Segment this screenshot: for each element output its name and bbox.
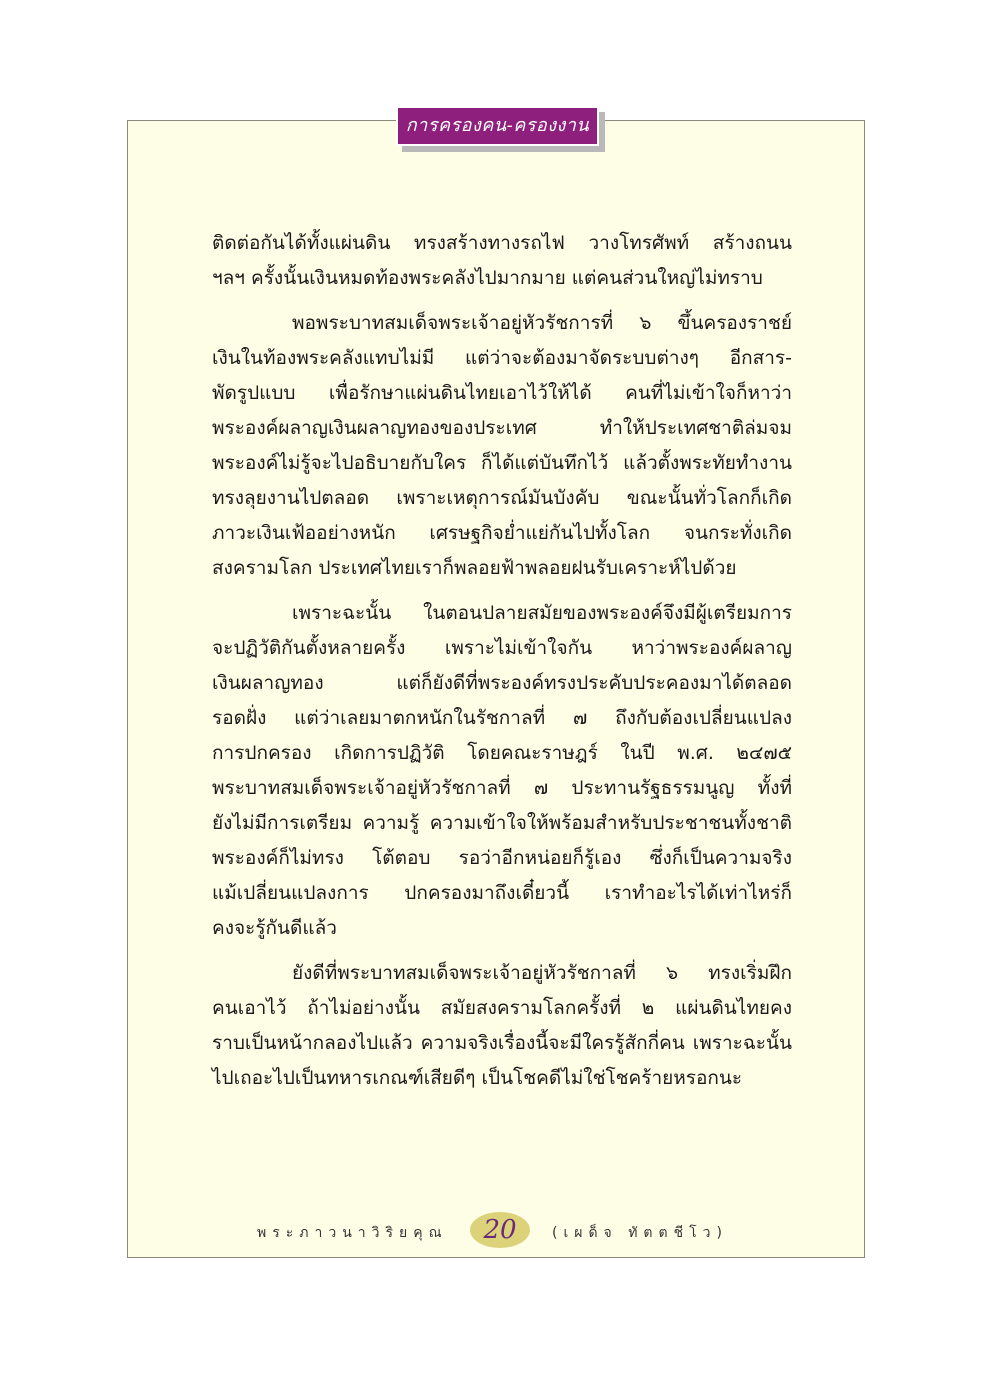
text-line: แม้เปลี่ยนแปลงการ ปกครองมาถึงเดี๋ยวนี้ เราทำอะไรได้เท่าไหร่ก็: [212, 882, 792, 904]
text-line: การปกครอง เกิดการปฏิวัติ โดยคณะราษฎร์ ในปี พ.ศ. ๒๔๗๕: [212, 742, 792, 764]
text-line: ราบเป็นหน้ากลองไปแล้ว ความจริงเรื่องนี้จะมีใครรู้สักกี่คน เพราะฉะนั้น: [212, 1032, 792, 1054]
text-line: รอดฝั่ง แต่ว่าเลยมาตกหนักในรัชกาลที่ ๗ ถึงกับต้องเปลี่ยนแปลง: [212, 707, 792, 729]
text-line: พัดรูปแบบ เพื่อรักษาแผ่นดินไทยเอาไว้ให้ได้ คนที่ไม่เข้าใจก็หาว่า: [212, 382, 792, 404]
text-line: จะปฏิวัติกันตั้งหลายครั้ง เพราะไม่เข้าใจกัน หาว่าพระองค์ผลาญ: [212, 637, 792, 659]
text-line: ยังไม่มีการเตรียม ความรู้ ความเข้าใจให้พร้อมสำหรับประชาชนทั้งชาติ: [212, 812, 792, 834]
text-line: ฯลฯ ครั้งนั้นเงินหมดท้องพระคลังไปมากมาย แต่คนส่วนใหญ่ไม่ทราบ: [212, 267, 763, 289]
text-line: ทรงลุยงานไปตลอด เพราะเหตุการณ์มันบังคับ ขณะนั้นทั่วโลกก็เกิด: [212, 487, 792, 509]
text-line: เพราะฉะนั้น ในตอนปลายสมัยของพระองค์จึงมีผู้เตรียมการ: [292, 602, 792, 624]
text-line: ติดต่อกันได้ทั้งแผ่นดิน ทรงสร้างทางรถไฟ วางโทรศัพท์ สร้างถนน: [212, 232, 792, 254]
text-line: พระองค์ผลาญเงินผลาญทองของประเทศ ทำให้ประเทศชาติล่มจม: [212, 417, 792, 439]
paragraph: [212, 956, 792, 1096]
body-text: [212, 226, 792, 1106]
paragraph: [212, 596, 792, 946]
paragraph: [212, 226, 792, 296]
text-line: คนเอาไว้ ถ้าไม่อย่างนั้น สมัยสงครามโลกครั้งที่ ๒ แผ่นดินไทยคง: [212, 997, 792, 1019]
text-line: คงจะรู้กันดีแล้ว: [212, 917, 337, 939]
text-line: สงครามโลก ประเทศไทยเราก็พลอยฟ้าพลอยฝนรับเคราะห์ไปด้วย: [212, 557, 737, 579]
footer-author: พระภาวนาวิริยคุณ: [257, 1225, 448, 1241]
text-line: ไปเถอะไปเป็นทหารเกณฑ์เสียดีๆ เป็นโชคดีไม่ใช่โชคร้ายหรอกนะ: [212, 1067, 743, 1089]
text-line: พระองค์ไม่รู้จะไปอธิบายกับใคร ก็ได้แต่บันทึกไว้ แล้วตั้งพระทัยทำงาน: [212, 452, 792, 474]
text-line: พระบาทสมเด็จพระเจ้าอยู่หัวรัชกาลที่ ๗ ประทานรัฐธรรมนูญ ทั้งที่: [212, 777, 792, 799]
text-line: ยังดีที่พระบาทสมเด็จพระเจ้าอยู่หัวรัชกาลที่ ๖ ทรงเริ่มฝึก: [292, 962, 792, 984]
page-footer: [127, 1212, 865, 1252]
text-line: พระองค์ก็ไม่ทรง โต้ตอบ รอว่าอีกหน่อยก็รู้เอง ซึ่งก็เป็นความจริง: [212, 847, 792, 869]
text-line: ภาวะเงินเฟ้ออย่างหนัก เศรษฐกิจย่ำแย่กันไปทั้งโลก จนกระทั่งเกิด: [212, 522, 792, 544]
text-line: เงินผลาญทอง แต่ก็ยังดีที่พระองค์ทรงประคับประคองมาได้ตลอด: [212, 672, 792, 694]
paragraph: [212, 306, 792, 586]
page-number-badge: 20: [470, 1212, 530, 1248]
text-line: พอพระบาทสมเด็จพระเจ้าอยู่หัวรัชการที่ ๖ ขึ้นครองราชย์: [292, 312, 792, 334]
footer-author-name: (เผด็จ ทัตตชีโว): [552, 1225, 728, 1241]
text-line: เงินในท้องพระคลังแทบไม่มี แต่ว่าจะต้องมาจัดระบบต่างๆ อีกสาร-: [212, 347, 792, 369]
running-header: การครองคน-ครองงาน: [396, 106, 599, 146]
